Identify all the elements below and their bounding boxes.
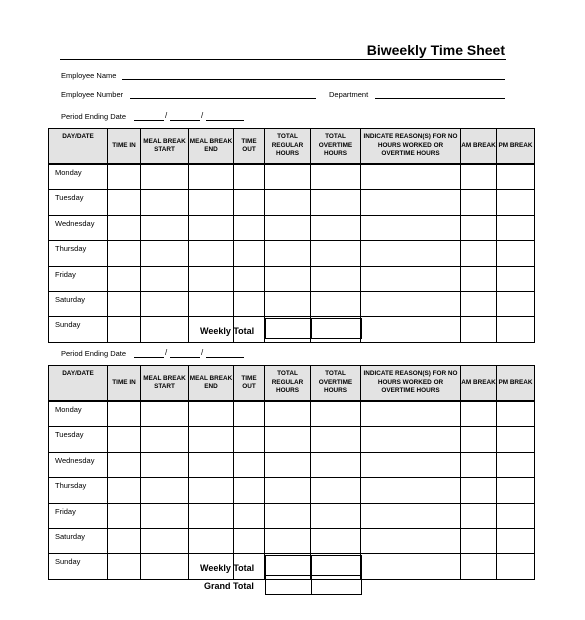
employee-name-label: Employee Name (61, 71, 117, 80)
reason-cell[interactable] (361, 427, 461, 452)
table-row (49, 291, 535, 316)
time-out-cell[interactable] (234, 427, 265, 452)
period-ending-day-field[interactable] (170, 120, 200, 121)
period-ending-label: Period Ending Date (61, 349, 127, 358)
meal-break-end-cell[interactable] (189, 528, 234, 553)
pm-break-cell[interactable] (497, 503, 535, 528)
time-in-cell[interactable] (108, 528, 141, 553)
am-break-cell[interactable] (461, 401, 497, 427)
header-time-out: TIME OUT (234, 366, 265, 402)
period-ending-year-field[interactable] (206, 357, 244, 358)
weekly-regular-total-box[interactable] (265, 318, 312, 339)
table-row (49, 190, 535, 215)
table-row (49, 452, 535, 477)
pm-break-cell[interactable] (497, 291, 535, 316)
time-in-cell[interactable] (108, 478, 141, 503)
day-label: Tuesday (49, 427, 108, 452)
table-row (49, 215, 535, 240)
regular-hours-cell[interactable] (265, 401, 311, 427)
day-label: Sunday (49, 317, 108, 342)
header-indicate-reasons: INDICATE REASON(S) FOR NO HOURS WORKED OR OVERTIME HOURS (361, 366, 461, 402)
time-out-cell[interactable] (234, 478, 265, 503)
meal-break-start-cell[interactable] (141, 241, 189, 266)
overtime-hours-cell[interactable] (311, 427, 361, 452)
department-field[interactable] (375, 98, 505, 99)
header-meal-break-end: MEAL BREAK END (189, 129, 234, 165)
time-in-cell[interactable] (108, 317, 141, 342)
time-in-cell[interactable] (108, 291, 141, 316)
time-in-cell[interactable] (108, 427, 141, 452)
meal-break-start-cell[interactable] (141, 401, 189, 427)
weekly-total-label: Weekly Total (200, 563, 255, 573)
am-break-cell[interactable] (461, 478, 497, 503)
grand-overtime-total-box[interactable] (311, 575, 362, 595)
date-separator: / (165, 111, 168, 120)
am-break-cell[interactable] (461, 241, 497, 266)
pm-break-cell[interactable] (497, 528, 535, 553)
table-row (49, 164, 535, 190)
meal-break-start-cell[interactable] (141, 478, 189, 503)
table-row (49, 401, 535, 427)
header-time-out: TIME OUT (234, 129, 265, 165)
header-meal-break-end: MEAL BREAK END (189, 366, 234, 402)
date-separator: / (201, 348, 204, 357)
period-ending-day-field[interactable] (170, 357, 200, 358)
reason-cell[interactable] (361, 317, 461, 342)
period-ending-month-field[interactable] (134, 357, 164, 358)
time-out-cell[interactable] (234, 190, 265, 215)
week-two-table (48, 365, 535, 580)
overtime-hours-cell[interactable] (311, 291, 361, 316)
pm-break-cell[interactable] (497, 190, 535, 215)
week-one-table (48, 128, 535, 343)
page-title: Biweekly Time Sheet (366, 42, 505, 58)
meal-break-end-cell[interactable] (189, 503, 234, 528)
regular-hours-cell[interactable] (265, 190, 311, 215)
time-out-cell[interactable] (234, 241, 265, 266)
header-am-break: AM BREAK (461, 129, 497, 165)
reason-cell[interactable] (361, 164, 461, 190)
am-break-cell[interactable] (461, 554, 497, 579)
overtime-hours-cell[interactable] (311, 503, 361, 528)
pm-break-cell[interactable] (497, 266, 535, 291)
overtime-hours-cell[interactable] (311, 190, 361, 215)
reason-cell[interactable] (361, 291, 461, 316)
reason-cell[interactable] (361, 190, 461, 215)
meal-break-end-cell[interactable] (189, 478, 234, 503)
meal-break-end-cell[interactable] (189, 266, 234, 291)
date-separator: / (201, 111, 204, 120)
header-meal-break-start: MEAL BREAK START (141, 366, 189, 402)
reason-cell[interactable] (361, 241, 461, 266)
time-in-cell[interactable] (108, 266, 141, 291)
period-ending-month-field[interactable] (134, 120, 164, 121)
time-in-cell[interactable] (108, 164, 141, 190)
am-break-cell[interactable] (461, 528, 497, 553)
meal-break-end-cell[interactable] (189, 401, 234, 427)
am-break-cell[interactable] (461, 503, 497, 528)
header-pm-break: PM BREAK (497, 366, 535, 402)
meal-break-start-cell[interactable] (141, 291, 189, 316)
day-label: Monday (49, 164, 108, 190)
weekly-regular-total-box[interactable] (265, 555, 312, 576)
meal-break-start-cell[interactable] (141, 317, 189, 342)
header-time-in: TIME IN (108, 129, 141, 165)
meal-break-end-cell[interactable] (189, 427, 234, 452)
overtime-hours-cell[interactable] (311, 478, 361, 503)
meal-break-end-cell[interactable] (189, 291, 234, 316)
grand-total-label: Grand Total (204, 581, 254, 591)
regular-hours-cell[interactable] (265, 215, 311, 240)
header-total-overtime-hours: TOTAL OVERTIME HOURS (311, 366, 361, 402)
am-break-cell[interactable] (461, 452, 497, 477)
meal-break-start-cell[interactable] (141, 266, 189, 291)
time-out-cell[interactable] (234, 164, 265, 190)
time-out-cell[interactable] (234, 266, 265, 291)
meal-break-end-cell[interactable] (189, 452, 234, 477)
employee-name-field[interactable] (122, 79, 505, 80)
table-row (49, 266, 535, 291)
meal-break-end-cell[interactable] (189, 164, 234, 190)
overtime-hours-cell[interactable] (311, 266, 361, 291)
meal-break-start-cell[interactable] (141, 503, 189, 528)
header-am-break: AM BREAK (461, 366, 497, 402)
regular-hours-cell[interactable] (265, 478, 311, 503)
title-rule (60, 59, 506, 60)
table-row (49, 478, 535, 503)
pm-break-cell[interactable] (497, 427, 535, 452)
date-separator: / (165, 348, 168, 357)
time-in-cell[interactable] (108, 503, 141, 528)
table-row (49, 503, 535, 528)
time-out-cell[interactable] (234, 452, 265, 477)
regular-hours-cell[interactable] (265, 427, 311, 452)
meal-break-start-cell[interactable] (141, 427, 189, 452)
reason-cell[interactable] (361, 401, 461, 427)
employee-number-label: Employee Number (61, 90, 124, 99)
meal-break-start-cell[interactable] (141, 215, 189, 240)
meal-break-end-cell[interactable] (189, 190, 234, 215)
header-pm-break: PM BREAK (497, 129, 535, 165)
reason-cell[interactable] (361, 554, 461, 579)
table-row (49, 528, 535, 553)
table-row (49, 241, 535, 266)
day-label: Friday (49, 266, 108, 291)
pm-break-cell[interactable] (497, 164, 535, 190)
time-in-cell[interactable] (108, 215, 141, 240)
regular-hours-cell[interactable] (265, 241, 311, 266)
header-meal-break-start: MEAL BREAK START (141, 129, 189, 165)
time-out-cell[interactable] (234, 215, 265, 240)
meal-break-start-cell[interactable] (141, 528, 189, 553)
reason-cell[interactable] (361, 266, 461, 291)
meal-break-start-cell[interactable] (141, 190, 189, 215)
weekly-total-label: Weekly Total (200, 326, 255, 336)
reason-cell[interactable] (361, 215, 461, 240)
regular-hours-cell[interactable] (265, 291, 311, 316)
regular-hours-cell[interactable] (265, 452, 311, 477)
reason-cell[interactable] (361, 528, 461, 553)
am-break-cell[interactable] (461, 164, 497, 190)
pm-break-cell[interactable] (497, 554, 535, 579)
pm-break-cell[interactable] (497, 478, 535, 503)
day-label: Thursday (49, 241, 108, 266)
weekly-overtime-total-box[interactable] (311, 318, 362, 339)
day-label: Saturday (49, 291, 108, 316)
pm-break-cell[interactable] (497, 215, 535, 240)
header-day-date: DAY/DATE (49, 366, 108, 402)
day-label: Tuesday (49, 190, 108, 215)
time-out-cell[interactable] (234, 401, 265, 427)
am-break-cell[interactable] (461, 190, 497, 215)
table-row (49, 427, 535, 452)
grand-regular-total-box[interactable] (265, 575, 312, 595)
pm-break-cell[interactable] (497, 401, 535, 427)
day-label: Thursday (49, 478, 108, 503)
pm-break-cell[interactable] (497, 241, 535, 266)
day-label: Friday (49, 503, 108, 528)
header-total-regular-hours: TOTAL REGULAR HOURS (265, 129, 311, 165)
meal-break-start-cell[interactable] (141, 554, 189, 579)
department-label: Department (329, 90, 369, 99)
overtime-hours-cell[interactable] (311, 215, 361, 240)
am-break-cell[interactable] (461, 317, 497, 342)
meal-break-end-cell[interactable] (189, 241, 234, 266)
time-in-cell[interactable] (108, 554, 141, 579)
regular-hours-cell[interactable] (265, 528, 311, 553)
overtime-hours-cell[interactable] (311, 528, 361, 553)
header-total-overtime-hours: TOTAL OVERTIME HOURS (311, 129, 361, 165)
period-ending-label: Period Ending Date (61, 112, 127, 121)
overtime-hours-cell[interactable] (311, 452, 361, 477)
reason-cell[interactable] (361, 503, 461, 528)
reason-cell[interactable] (361, 478, 461, 503)
time-out-cell[interactable] (234, 291, 265, 316)
am-break-cell[interactable] (461, 266, 497, 291)
regular-hours-cell[interactable] (265, 266, 311, 291)
overtime-hours-cell[interactable] (311, 241, 361, 266)
day-label: Saturday (49, 528, 108, 553)
header-day-date: DAY/DATE (49, 129, 108, 165)
reason-cell[interactable] (361, 452, 461, 477)
time-in-cell[interactable] (108, 452, 141, 477)
pm-break-cell[interactable] (497, 452, 535, 477)
period-ending-year-field[interactable] (206, 120, 244, 121)
time-in-cell[interactable] (108, 401, 141, 427)
regular-hours-cell[interactable] (265, 503, 311, 528)
employee-number-field[interactable] (130, 98, 316, 99)
pm-break-cell[interactable] (497, 317, 535, 342)
weekly-overtime-total-box[interactable] (311, 555, 362, 576)
time-out-cell[interactable] (234, 503, 265, 528)
time-out-cell[interactable] (234, 528, 265, 553)
header-indicate-reasons: INDICATE REASON(S) FOR NO HOURS WORKED OR OVERTIME HOURS (361, 129, 461, 165)
day-label: Wednesday (49, 452, 108, 477)
day-label: Monday (49, 401, 108, 427)
time-in-cell[interactable] (108, 190, 141, 215)
regular-hours-cell[interactable] (265, 164, 311, 190)
am-break-cell[interactable] (461, 427, 497, 452)
am-break-cell[interactable] (461, 291, 497, 316)
header-time-in: TIME IN (108, 366, 141, 402)
day-label: Wednesday (49, 215, 108, 240)
meal-break-start-cell[interactable] (141, 164, 189, 190)
meal-break-end-cell[interactable] (189, 215, 234, 240)
header-total-regular-hours: TOTAL REGULAR HOURS (265, 366, 311, 402)
day-label: Sunday (49, 554, 108, 579)
meal-break-start-cell[interactable] (141, 452, 189, 477)
overtime-hours-cell[interactable] (311, 164, 361, 190)
time-in-cell[interactable] (108, 241, 141, 266)
am-break-cell[interactable] (461, 215, 497, 240)
overtime-hours-cell[interactable] (311, 401, 361, 427)
